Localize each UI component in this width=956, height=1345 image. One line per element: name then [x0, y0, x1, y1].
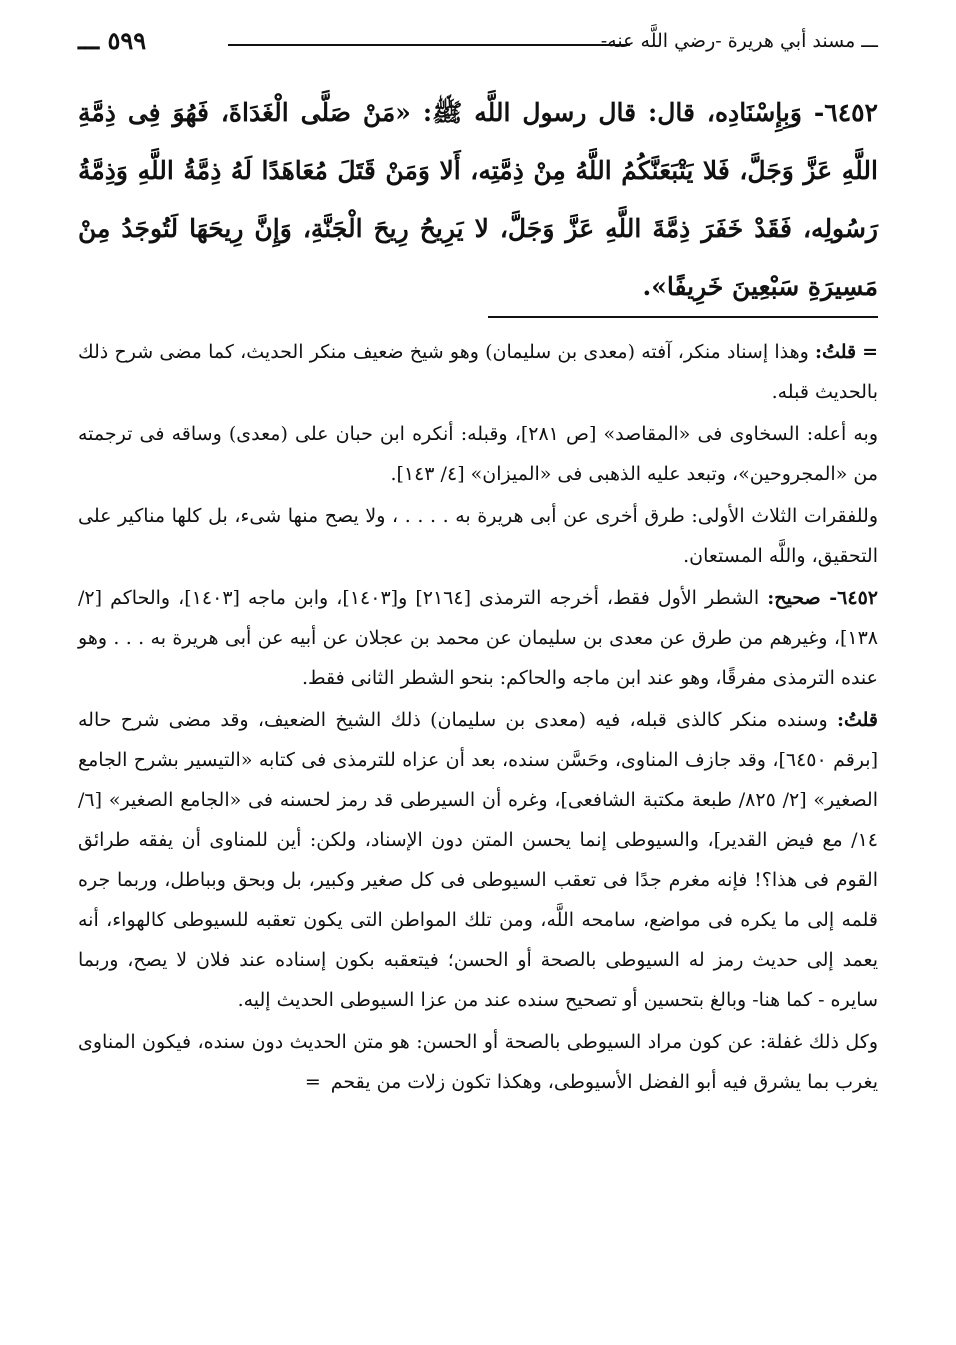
footnote-lead: ٦٤٥٢- صحيح:	[767, 587, 878, 609]
running-header	[78, 26, 878, 60]
footnote-text: وكل ذلك غفلة: عن كون مراد السيوطى بالصحة أو الحسن: هو متن الحديث دون سنده، فيكون المناوى يغرب بما يشرق فيه أبو الفضل الأسيوطى، وهكذا تكون زلات من يقحم	[78, 1031, 878, 1093]
footnote-divider	[488, 316, 878, 318]
page-number: ٥٩٩ ـــ	[78, 26, 147, 55]
footnote-5	[78, 700, 878, 1020]
footnote-2	[78, 414, 878, 494]
footnote-lead: قلتُ:	[836, 709, 879, 731]
continuation-mark: =	[304, 1071, 321, 1093]
hadith-number: ٦٤٥٢-	[813, 98, 878, 127]
hadith-text	[78, 84, 878, 316]
header-title: ـــ مسند أبي هريرة -رضي اللَّه عنه-	[600, 30, 878, 52]
footnote-lead: قلتُ:	[815, 341, 857, 363]
footnote-6	[78, 1022, 878, 1102]
footnote-text: وللفقرات الثلاث الأولى: طرق أخرى عن أبى هريرة به . . . . ، ولا يصح منها شىء، بل كلها مناكير على التحقيق، واللَّه المستعان.	[78, 505, 878, 567]
continuation-mark: =	[862, 341, 878, 363]
footnote-text: وسنده منكر كالذى قبله، فيه (معدى بن سليمان) ذلك الشيخ الضعيف، وقد مضى شرح حاله [برقم ٦٤٥٠]، وقد جازف المناوى، وحَسَّن سنده، بعد أن عزاه للترمذى فى كتابه «التيسير بشرح الجامع الصغير» [٢/ ٨٢٥/ طبعة مكتبة الشافعى]، وغره أن السيرطى قد رمز لحسنه فى «الجامع الصغير» [٦/ ١٤/ مع فيض القدير]، والسيوطى إنما يحسن المتن دون الإسناد، ولكن: أين للمناوى أن يفقه طرائق القوم فى هذا؟! فإنه مغرم جدًا فى تعقب السيوطى فى كل صغير وكبير، بل وبحق وبباطل، وربما جره قلمه إلى ما يكره فى مواضع، سامحه اللَّه، ومن تلك المواطن التى يكون تعقبه للسيوطى كالهواء، أنه يعمد إلى حديث رمز له السيوطى بالصحة أو الحسن؛ فيتعقبه بكون إسناده عند فلان لا يصح، وربما سايره - كما هنا- وبالغ بتحسين أو تصحيح سنده عند من عزا السيوطى الحديث إليه.	[78, 709, 878, 1011]
footnote-text: وهذا إسناد منكر، آفته (معدى بن سليمان) وهو شيخ ضعيف منكر الحديث، كما مضى شرح ذلك بالحديث قبله.	[78, 341, 878, 403]
footnote-3	[78, 496, 878, 576]
footnote-text: وبه أعله: السخاوى فى «المقاصد» [ص ٢٨١]، وقبله: أنكره ابن حبان على (معدى) وساقه فى ترجمته من «المجروحين»، وتبعد عليه الذهبى فى «الميزان» [٤/ ١٤٣].	[78, 423, 878, 485]
footnote-1	[78, 332, 878, 412]
header-rule	[228, 44, 630, 46]
footnotes	[78, 332, 878, 1104]
hadith-body: وَبِإِسْنَادِه، قال: قال رسول اللَّه ﷺ: «مَنْ صَلَّى الْغَدَاةَ، فَهُوَ فِى ذِمَّةِ اللَّهِ عَزَّ وَجَلَّ، فَلا يَتْبَعَنَّكُمُ اللَّهُ مِنْ ذِمَّتِه، أَلا وَمَنْ قَتَلَ مُعَاهَدًا لَهُ ذِمَّةُ اللَّهِ وَذِمَّةُ رَسُولِه، فَقَدْ خَفَرَ ذِمَّةَ اللَّهِ عَزَّ وَجَلَّ، لا يَرِيحُ رِيحَ الْجَنَّةِ، وَإِنَّ رِيحَهَا لَتُوجَدُ مِنْ مَسِيرَةِ سَبْعِينَ خَرِيفًا».	[78, 98, 878, 301]
footnote-text: الشطر الأول فقط، أخرجه الترمذى [٢١٦٤] و[١٤٠٣]، وابن ماجه [١٤٠٣]، والحاكم [٢/ ١٣٨]، وغيرهم من طرق عن معدى بن سليمان عن محمد بن عجلان عن أبيه عن أبى هريرة به . . . وهو عنده الترمذى مفرقًا، وهو عند ابن ماجه والحاكم: بنحو الشطر الثانى فقط.	[78, 587, 878, 689]
footnote-4	[78, 578, 878, 698]
